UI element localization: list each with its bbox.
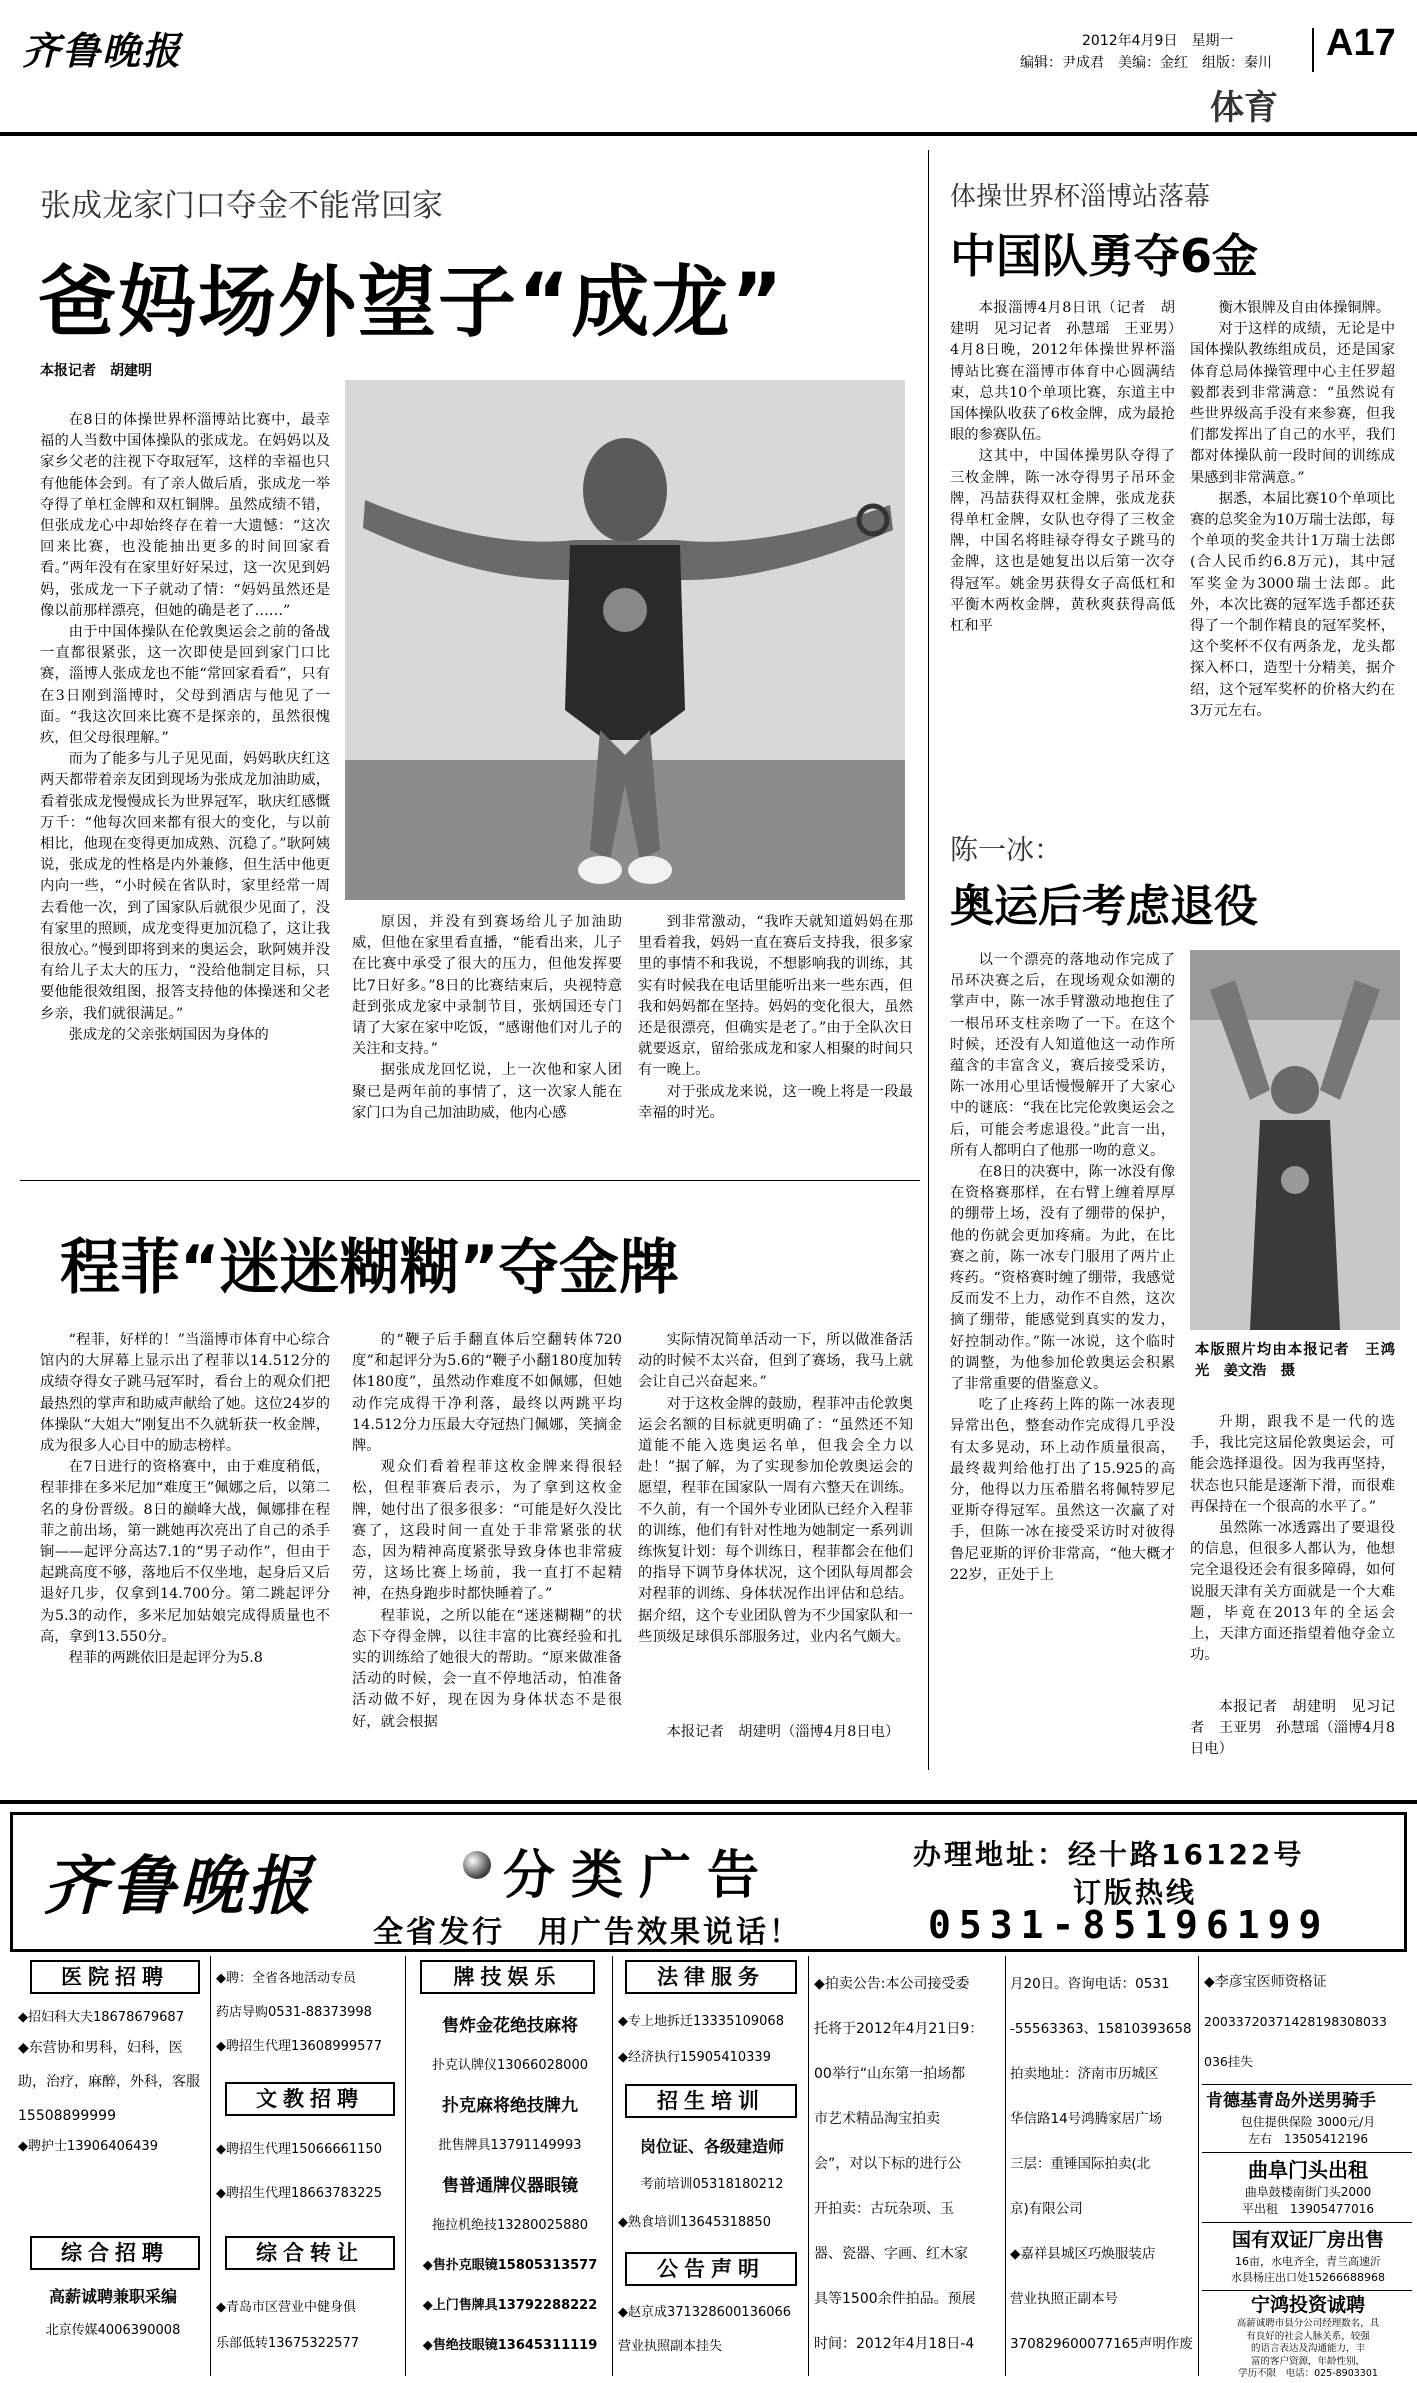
ad-item: 20033720371428198308033 <box>1204 2014 1387 2029</box>
ad-big-title: 肯德基青岛外送男骑手 <box>1206 2091 1376 2111</box>
article2-kicker: 体操世界杯淄博站落幕 <box>950 182 1211 212</box>
ad-heading: 公告声明 <box>625 2252 797 2286</box>
article4-byline: 本报记者 胡建明（淄博4月8日电） <box>666 1724 900 1740</box>
article3-col1 <box>950 950 1175 1760</box>
ad-item: 月20日。咨询电话：0531 <box>1010 1976 1170 1992</box>
ad-item: 营业执照正副本号 <box>1010 2291 1118 2307</box>
paragraph: 由于中国体操队在伦敦奥运会之前的备战一直都很紧张，这一次即使是回到家门口比赛，淄博人张成龙也不能“常回家看看”，只有在3日刚到淄博时，父母到酒店与他见了一面。“我这次回来比赛不是探亲的，虽然很愧疚，但父母很理解。” <box>40 624 330 747</box>
paragraph: 原因，并没有到赛场给儿子加油助威，但他在家里看直播，“能看出来，儿子在比赛中承受了很大的压力，但他发挥要比7日好多。”8日的比赛结束后，央视特意赶到张成龙家中录制节目，张炳国还专门请了大家在家中吃饭，“感谢他们对儿子的关注和支持。” <box>352 914 622 1058</box>
ad-item: 高薪诚聘市县分公司经理数名，具 <box>1236 2318 1380 2329</box>
ad-item: 考前培训05318180212 <box>640 2177 784 2192</box>
paragraph: 虽然陈一冰透露出了要退役的信息，但很多人都认为，他想完全退役还会有很多障碍，如何说服天津有关方面就是一个大难题，毕竟在2013年的全运会上，天津方面还指望着他夺金立功。 <box>1190 1520 1395 1664</box>
paragraph: 观众们看着程菲这枚金牌来得很轻松，但程菲赛后表示，为了拿到这枚金牌，她付出了很多很多：“可能是好久没比赛了，这段时间一直处于非常紧张的状态，因为精神高度紧张导致身体也非常疲劳，这场比赛上场前，我一直打不起精神，在热身跑步时都快睡着了。” <box>352 1459 622 1603</box>
paragraph: 这其中，中国体操男队夺得了三枚金牌，陈一冰夺得男子吊环金牌，冯喆获得双杠金牌，张成龙获得单杠金牌，女队也夺得了三枚金牌，中国名将眭禄夺得女子跳马的金牌，这也是她复出以后第一次夺得冠军。姚金男获得女子高低杠和平衡木两枚金牌，黄秋爽获得高低杠和平 <box>950 448 1175 635</box>
ad-heading: 综合转让 <box>225 2236 395 2270</box>
ad-col2-items3 <box>216 2290 404 2370</box>
ad-rule <box>1202 2222 1412 2223</box>
ad-item: ◆经济执行15905410339 <box>618 2050 771 2065</box>
article1-col2 <box>352 912 622 1172</box>
article4-headline: 程菲“迷迷糊糊”夺金牌 <box>60 1233 679 1303</box>
ad-item: 扑克麻将绝技牌九 <box>442 2096 578 2116</box>
ad-item: 会”，对以下标的进行公 <box>814 2156 962 2172</box>
header-rule <box>0 132 1417 136</box>
ad-col4-items2 <box>618 2128 806 2248</box>
ad-divider <box>210 1956 211 2376</box>
paragraph: 据悉，本届比赛10个单项比赛的总奖金为10万瑞士法郎，每个单项的奖金共计1万瑞士法郎(合人民币约6.8万元)，其中冠军奖金为3000瑞士法郎。此外，本次比赛的冠军选手都还获得了一个制作精良的冠军奖杯，这个奖杯不仅有两条龙，龙头都探入杯口，造型十分精美，据介绍，这个冠军奖杯的价格大约在3万元左右。 <box>1190 490 1395 719</box>
ad-divider <box>405 1956 406 2376</box>
article3-kicker: 陈一冰： <box>950 833 1063 866</box>
ad-big-title: 国有双证厂房出售 <box>1231 2229 1384 2251</box>
ad-col2-items1 <box>216 1962 404 2082</box>
ad-item: 036挂失 <box>1204 2054 1253 2069</box>
ad-item: 曲阜鼓楼南街门头2000 <box>1244 2185 1372 2199</box>
page-number: A17 <box>1326 22 1396 64</box>
ad-item: 时间：2012年4月18日-4 <box>814 2336 975 2352</box>
paragraph: 以一个漂亮的落地动作完成了吊环决赛之后，在现场观众如潮的掌声中，陈一冰手臂激动地抱住了一根吊环支柱亲吻了一下。在这个时候，还没有人知道他这一动作所蕴含的丰富含义，赛后接受采访，陈一冰用心里话慢慢解开了大家心中的谜底：“我在比完伦敦奥运会之后，可能会考虑退役。”此言一出，所有人都明白了他那一吻的意义。 <box>950 952 1175 1159</box>
article1-kicker: 张成龙家门口夺金不能常回家 <box>40 188 443 224</box>
ad-item: 的语言表达及沟通能力，丰 <box>1250 2343 1365 2354</box>
ad-item: 00举行“山东第一拍场都 <box>814 2066 966 2082</box>
ad-heading: 招生培训 <box>625 2084 797 2118</box>
article3-byline: 本报记者 胡建明 见习记者 王亚男 孙慧瑶（淄博4月8日电） <box>1190 1699 1395 1758</box>
ad-small-text <box>1206 2318 1410 2381</box>
ad-item: 平出租 13905477016 <box>1242 2202 1374 2216</box>
ad-col4-items3 <box>618 2296 806 2376</box>
ads-address: 办理地址：经十路16122号 <box>913 1838 1305 1871</box>
ads-banner <box>10 1812 1407 1952</box>
article2-col1 <box>950 298 1175 798</box>
paragraph: 对于这枚金牌的鼓励，程菲冲击伦敦奥运会名额的目标就更明确了：“虽然还不知道能不能入选奥运名单，但我会全力以赴！”据了解，为了实现参加伦敦奥运会的愿望，程菲在国家队一周有六整天在训练。不久前，有一个国外专业团队已经介入程菲的训练，他们有针对性地为她制定一系列训练恢复计划：每个训练日，程菲都会在他们的指导下调节身体状况，这个团队每周都会对程菲的训练、身体状况作出评估和总结。据介绍，这个专业团队曾为不少国家队和一些顶级足球俱乐部服务过，业内名气颇大。 <box>638 1395 913 1645</box>
paragraph: 的“鞭子后手翻直体后空翻转体720度”和起评分为5.6的“鞭子小翻180度加转体180度”，虽然动作难度不如佩娜，但她动作完成得干净利落，最终以两跳平均14.512分力压最大夺冠热门佩娜，笑摘金牌。 <box>352 1332 622 1455</box>
ad-item: ◆东营协和男科，妇科，医助，治疗，麻醉，外科，客服15508899999 <box>18 2040 200 2124</box>
ad-rule <box>1202 2084 1412 2085</box>
article2-col2 <box>1190 298 1395 798</box>
paragraph: 衡木银牌及自由体操铜牌。 <box>1218 300 1391 316</box>
article3-headline: 奥运后考虑退役 <box>950 881 1258 932</box>
ad-item: 拍卖地址：济南市历城区 <box>1010 2066 1159 2082</box>
ad-item: 北京传媒4006390008 <box>45 2323 181 2338</box>
ad-item: ◆青岛市区营业中健身俱 <box>216 2300 356 2315</box>
ad-divider <box>1198 1956 1199 2376</box>
ad-item: ◆拍卖公告:本公司接受委 <box>814 1976 970 1992</box>
paragraph: 在8日的决赛中，陈一冰没有像在资格赛那样，在右臂上缠着厚厚的绷带上场，没有了绷带的保护，他的伤就会更加疼痛。为此，在比赛之前，陈一冰专门服用了两片止疼药。“资格赛时缠了绷带，我感觉反而发不上力，动作不自然，这次摘了绷带，能感觉到真实的发力，好控制动作。”陈一冰说，这个临时的调整，为他参加伦敦奥运会积累了非常重要的借鉴意义。 <box>950 1164 1175 1393</box>
paragraph: 张成龙的父亲张炳国因为身体的 <box>68 1026 269 1043</box>
ad-item: ◆嘉祥县城区巧焕服装店 <box>1010 2246 1156 2262</box>
ad-heading: 文教招聘 <box>225 2082 395 2116</box>
ad-item: ◆聘招生代理18663783225 <box>216 2186 382 2201</box>
ad-item: 药店导购0531-88373998 <box>216 2005 372 2020</box>
ad-heading: 医院招聘 <box>30 1960 200 1994</box>
ad-item: 三层：重锤国际拍卖(北 <box>1010 2156 1151 2172</box>
ad-small-text <box>1206 2114 1410 2148</box>
ad-item: 营业执照副本挂失 <box>618 2339 723 2354</box>
ad-divider <box>1005 1956 1006 2376</box>
paragraph: 吃了止疼药上阵的陈一冰表现异常出色，整套动作完成得几乎没有太多晃动，环上动作质量很高，最终裁判给他打出了15.925的高分，他得以力压希腊名将佩特罗尼亚斯夺得冠军。虽然这一次赢了对手，但陈一冰在接受采访时对彼得鲁尼亚斯的评价非常高，“他大概才22岁，正处于上 <box>950 1397 1175 1583</box>
ad-item: ◆招妇科大夫18678679687 <box>18 2010 184 2025</box>
section-label: 体育 <box>1210 88 1278 128</box>
article4-col1 <box>40 1330 330 1770</box>
ad-small-text <box>1206 2184 1410 2218</box>
photo-caption: 本版照片均由本报记者 王鸿光 姜文浩 摄 <box>1195 1342 1395 1380</box>
chen-yibing-photo <box>1190 950 1400 1330</box>
ad-divider <box>612 1956 613 2376</box>
ad-item: 左右 13505412196 <box>1248 2132 1368 2146</box>
paragraph: 程菲说，之所以能在“迷迷糊糊”的状态下夺得金牌，以往丰富的比赛经验和扎实的训练给了她很大的帮助。“原来做准备活动的时候，会一直不停地活动，怕准备活动做不好，现在因为身体状态不是很好，就会根据 <box>352 1607 622 1730</box>
ads-bullet-icon <box>463 1851 491 1879</box>
ad-item: 售炸金花绝技麻将 <box>442 2016 578 2036</box>
ad-item: ◆售扑克眼镜15805313577 <box>422 2258 598 2273</box>
ad-item: ◆李彦宝医师资格证 <box>1204 1974 1327 1990</box>
article2-headline: 中国队勇夺6金 <box>950 229 1259 283</box>
ad-heading: 综合招聘 <box>30 2236 200 2270</box>
ad-item: 富的客户资源，年龄性别， <box>1250 2355 1365 2367</box>
ad-item: ◆上门售牌具13792288222 <box>422 2298 598 2313</box>
ad-item: 具等1500余件拍品。预展 <box>814 2291 976 2307</box>
ads-title: 分类广告 <box>503 1845 776 1906</box>
ad-item: ◆售绝技眼镜13645311119 <box>422 2338 598 2353</box>
ad-item: ◆熟食培训13645318850 <box>618 2215 771 2230</box>
ad-item: 370829600077165声明作废 <box>1010 2336 1193 2352</box>
ad-item: 器、瓷器、字画、红木家 <box>814 2246 968 2262</box>
date-line: 2012年4月9日 星期一 <box>1082 33 1234 49</box>
ad-item: 售普通牌仪器眼镜 <box>442 2176 578 2196</box>
paragraph: 对于这样的成绩，无论是中国体操队教练组成员，还是国家体育总局体操管理中心主任罗超毅都表到非常满意：“虽然说有些世界级高手没有来参赛，但我们都发挥出了自己的水平，我们都对体操队前一段时间的训练成果感到非常满意。” <box>1190 321 1395 486</box>
ads-logo: 齐鲁晚报 <box>43 1849 315 1924</box>
ad-heading: 法律服务 <box>625 1960 797 1994</box>
ad-item: ◆聘招生代理15066661150 <box>216 2142 382 2157</box>
ads-slogan: 全省发行 用广告效果说话！ <box>373 1915 802 1950</box>
ad-item: -55563363、15810393658 <box>1010 2021 1192 2037</box>
ad-item: 16亩，水电齐全，青兰高速沂 <box>1235 2255 1381 2268</box>
ad-big-title: 宁鸿投资诚聘 <box>1250 2294 1365 2316</box>
paragraph: 在8日的体操世界杯淄博站比赛中，最幸福的人当数中国体操队的张成龙。在妈妈以及家乡父老的注视下夺取冠军，这样的幸福也只有他能体会到。有了亲人做后盾，张成龙一举夺得了单杠金牌和双杠铜牌。虽然成绩不错，但张成龙心中却始终存在着一大遗憾：“这次回来比赛，也没能抽出更多的时间回家看看。”两年没有在家里好好呆过，这一次见到妈妈，张成龙一下子就动了情：“妈妈虽然还是像以前那样漂亮，但她的确是老了……” <box>40 412 330 619</box>
editor-line: 编辑：尹成君 美编：金红 组版：秦川 <box>1020 55 1272 71</box>
ad-col6-items <box>1010 1962 1197 2372</box>
ad-col1-items2 <box>18 2280 208 2370</box>
ads-phone: 0531-85196199 <box>928 1903 1330 1947</box>
article4-col3 <box>638 1330 913 1710</box>
ad-item: 学历不限 电话：025-8903301 <box>1238 2368 1378 2379</box>
paragraph: 到非常激动，“我昨天就知道妈妈在那里看着我，妈妈一直在赛后支持我，很多家里的事情不和我说，不想影响我的训练，其实有时候我在电话里能听出来一些东西，但我和妈妈都在坚持。妈妈的变化很大，虽然还是很漂亮，但确实是老了。”由于全队次日就要返京，留给张成龙和家人相聚的时间只有一晚上。 <box>638 914 913 1079</box>
ad-rule <box>1202 2152 1412 2153</box>
ads-top-rule <box>0 1800 1417 1804</box>
masthead-vline <box>1312 28 1314 72</box>
paragraph: 本报淄博4月8日讯（记者 胡建明 见习记者 孙慧瑶 王亚男）4月8日晚，2012年体操世界杯淄博站比赛在淄博市体育中心圆满结束，总共10个单项比赛，东道主中国体操队收获了6枚金牌，成为最抢眼的参赛队伍。 <box>950 300 1175 444</box>
article1-headline: 爸妈场外望子“成龙” <box>38 258 785 348</box>
paragraph: 对于张成龙来说，这一晚上将是一段最幸福的时光。 <box>638 1083 913 1121</box>
paragraph: 而为了能多与儿子见见面，妈妈耿庆红这两天都带着亲友团到现场为张成龙加油助威，看着张成龙慢慢成长为世界冠军，耿庆红感慨万千：“他每次回来都有很大的变化，与以前相比，他现在变得更加成熟、沉稳了。”耿阿姨说，张成龙的性格是内外兼修，但生活中他更内向一些，“小时候在省队时，家里经常一周去看他一次，到了国家队后就很少见面了，没有家里的照顾，成龙变得更加沉稳了，这让我很放心。”慢到即将到来的奥运会，耿阿姨并没有给儿子太大的压力，“没给他制定目标，只要他能很效组图，报答支持他的体操迷和父老乡亲，我们就很满足。” <box>40 751 330 1022</box>
paragraph: “程菲，好样的！”当淄博市体育中心综合馆内的大屏幕上显示出了程菲以14.512分的成绩夺得女子跳马冠军时，看台上的观众们把最热烈的掌声和助威声献给了她。这位24岁的体操队“大姐大”刚复出不久就斩获一枚金牌，成为很多人心目中的励志榜样。 <box>40 1332 330 1455</box>
ad-item: ◆专上地拆迁13335109068 <box>618 2014 784 2029</box>
ad-col7-items1 <box>1204 1962 1410 2092</box>
ad-item: 乐部低转13675322577 <box>216 2336 359 2351</box>
ad-rule <box>1202 2290 1412 2291</box>
ad-col4-items1 <box>618 2004 806 2084</box>
ad-item: ◆赵京成371328600136066 <box>618 2305 792 2320</box>
ad-item: ◆聘护士13906406439 <box>18 2139 158 2154</box>
paragraph: 实际情况简单活动一下，所以做准备活动的时候不太兴奋，但到了赛场，我马上就会让自己兴奋起来。” <box>638 1332 913 1391</box>
ad-item: 水县杨庄出口处15266688968 <box>1231 2271 1385 2284</box>
ad-col3-items <box>412 2006 608 2376</box>
paragraph: 升期，跟我不是一代的选手，我比完这届伦敦奥运会，可能会选择退役。因为我再坚持，状态也只能是逐渐下滑，而很难再保持在一个很高的水平了。” <box>1190 1414 1395 1515</box>
ad-item: 岗位证、各级建造师 <box>639 2137 784 2156</box>
column-divider <box>928 150 929 1770</box>
article4-rule <box>20 1180 920 1181</box>
ad-heading: 牌技娱乐 <box>420 1960 595 1994</box>
ad-col5-items <box>814 1962 1004 2372</box>
ad-item: 批售牌具13791149993 <box>438 2138 582 2153</box>
ad-item: 包住提供保险 3000元/月 <box>1240 2115 1376 2129</box>
ad-item: 有良好的社会人脉关系，较强 <box>1246 2330 1370 2342</box>
ad-item: 京)有限公司 <box>1010 2201 1083 2217</box>
ad-small-text <box>1206 2254 1410 2286</box>
ad-item: 华信路14号鸿腾家居广场 <box>1010 2111 1163 2127</box>
ad-col1-items1 <box>18 2004 208 2224</box>
article1-col3 <box>638 912 913 1172</box>
ad-item: 托将于2012年4月21日9： <box>814 2021 984 2037</box>
ad-item: 市艺术精品淘宝拍卖 <box>814 2111 940 2127</box>
article1-col1 <box>40 410 330 1290</box>
ad-item: ◆聘招生代理13608999577 <box>216 2039 382 2054</box>
ad-col2-items2 <box>216 2128 404 2228</box>
ad-item: 扑克认牌仪13066028000 <box>432 2058 588 2073</box>
ads-hotline-label: 订版热线 <box>1073 1876 1198 1909</box>
gymnast-figure <box>345 380 905 900</box>
ad-item: 拖拉机绝技13280025880 <box>432 2218 588 2233</box>
rings-photo <box>345 380 905 900</box>
paragraph: 据张成龙回忆说，上一次他和家人团聚已是两年前的事情了，这一次家人能在家门口为自己加油助威，他内心感 <box>352 1062 622 1121</box>
ad-divider <box>808 1956 809 2376</box>
article1-byline: 本报记者 胡建明 <box>40 363 152 379</box>
article4-col2 <box>352 1330 622 1770</box>
ad-item: 开拍卖：古玩杂项、玉 <box>814 2201 954 2217</box>
ad-big-title: 曲阜门头出租 <box>1248 2158 1368 2182</box>
masthead-logo: 齐鲁晚报 <box>22 28 183 73</box>
ad-item: 高薪诚聘兼职采编 <box>48 2287 177 2306</box>
paragraph: 在7日进行的资格赛中，由于难度稍低，程菲排在多米尼加“难度王”佩娜之后，以第二名的身份晋级。8日的巅峰大战，佩娜排在程菲之前出场，第一跳她再次亮出了自己的杀手锏——起评分高达7.1的“男子动作”，但由于起跳高度不够，落地后不仅坐地，起身后又后退好几步，仅拿到14.700分。第二跳起评分为5.3的动作，多米尼加姑娘完成得质量也不高，拿到13.550分。 <box>40 1459 330 1645</box>
ad-item: ◆聘：全省各地活动专员 <box>216 1971 356 1986</box>
paragraph: 程菲的两跳依旧是起评分为5.8 <box>68 1650 263 1667</box>
athlete-figure <box>1190 950 1400 1330</box>
article3-col2 <box>1190 1412 1395 1692</box>
